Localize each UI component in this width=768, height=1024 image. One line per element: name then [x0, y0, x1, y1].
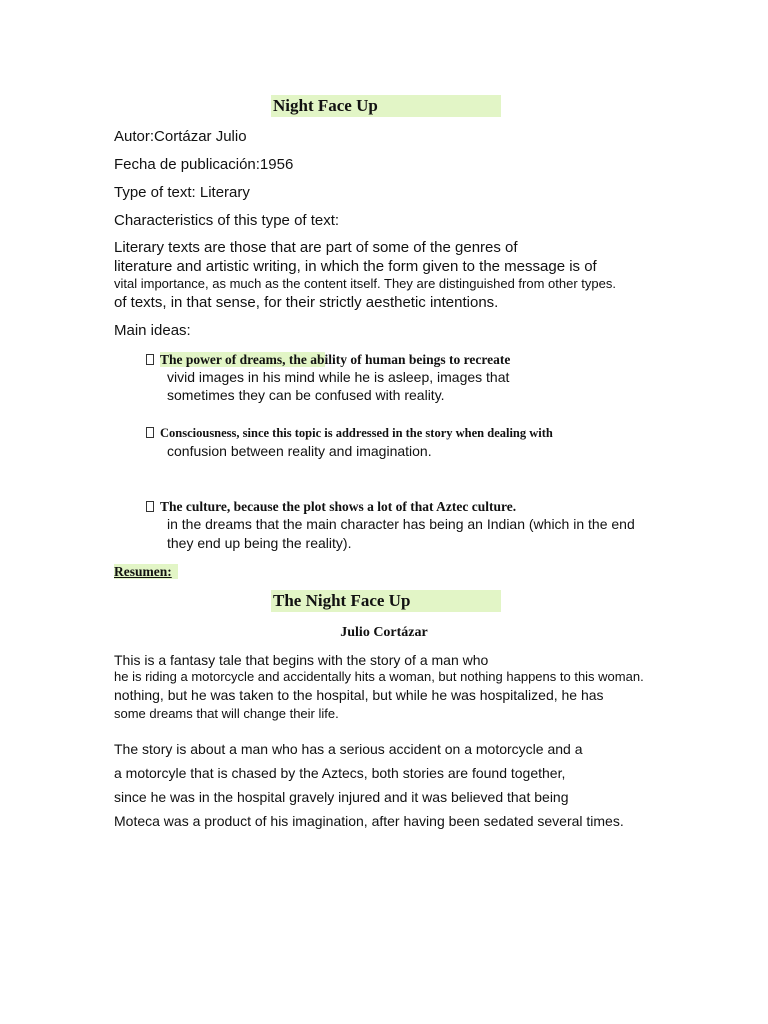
summary-line: since he was in the hospital gravely injured and it was believed that being — [114, 789, 569, 805]
missing-glyph-box-icon — [146, 354, 154, 365]
idea-line: sometimes they can be confused with reality. — [167, 387, 445, 403]
type-line: Type of text: Literary — [114, 184, 250, 201]
summary-line: The story is about a man who has a serious accident on a motorcycle and a — [114, 741, 583, 757]
characteristics-line: of texts, in that sense, for their strictly aesthetic intentions. — [114, 294, 499, 311]
summary-line: a motorcyle that is chased by the Aztecs, both stories are found together, — [114, 765, 566, 781]
idea-heading-highlight: The power of dreams, the ab — [160, 352, 325, 367]
summary-label-wrap — [114, 563, 178, 581]
summary-line: he is riding a motorcycle and accidentally hits a woman, but nothing happens to this woman. — [114, 669, 644, 684]
summary-author: Julio Cortázar — [340, 625, 428, 640]
idea-line: vivid images in his mind while he is asleep, images that — [167, 369, 510, 385]
idea-line: confusion between reality and imagination. — [167, 443, 432, 459]
summary-line: Moteca was a product of his imagination, after having been sedated several times. — [114, 813, 624, 829]
author-line: Autor:Cortázar Julio — [114, 128, 247, 145]
summary-line: nothing, but he was taken to the hospital, but while he was hospitalized, he has — [114, 687, 604, 703]
idea-heading-text: The culture, because the plot shows a lot of that Aztec culture. — [160, 499, 517, 514]
idea-heading — [146, 425, 553, 442]
summary-title: The Night Face Up — [273, 591, 411, 610]
idea-heading — [146, 498, 516, 515]
summary-line: some dreams that will change their life. — [114, 706, 339, 721]
characteristics-line: Literary texts are those that are part of some of the genres of — [114, 239, 518, 256]
missing-glyph-box-icon — [146, 427, 154, 438]
characteristics-line: literature and artistic writing, in which the form given to the message is of — [114, 258, 597, 275]
characteristics-label: Characteristics of this type of text: — [114, 212, 340, 229]
idea-heading-text: ility of human beings to recreate — [324, 352, 511, 367]
date-line: Fecha de publicación:1956 — [114, 156, 294, 173]
idea-line: in the dreams that the main character has being an Indian (which in the end — [167, 516, 635, 532]
summary-label: Resumen: — [114, 564, 178, 579]
document-title: Night Face Up — [273, 96, 378, 115]
summary-line: This is a fantasy tale that begins with the story of a man who — [114, 652, 489, 668]
idea-heading-text: Consciousness, since this topic is addressed in the story when dealing with — [160, 426, 553, 440]
main-ideas-label: Main ideas: — [114, 322, 191, 339]
idea-heading — [146, 351, 510, 368]
characteristics-line: vital importance, as much as the content itself. They are distinguished from other types. — [114, 276, 616, 291]
missing-glyph-box-icon — [146, 501, 154, 512]
idea-line: they end up being the reality). — [167, 535, 352, 551]
